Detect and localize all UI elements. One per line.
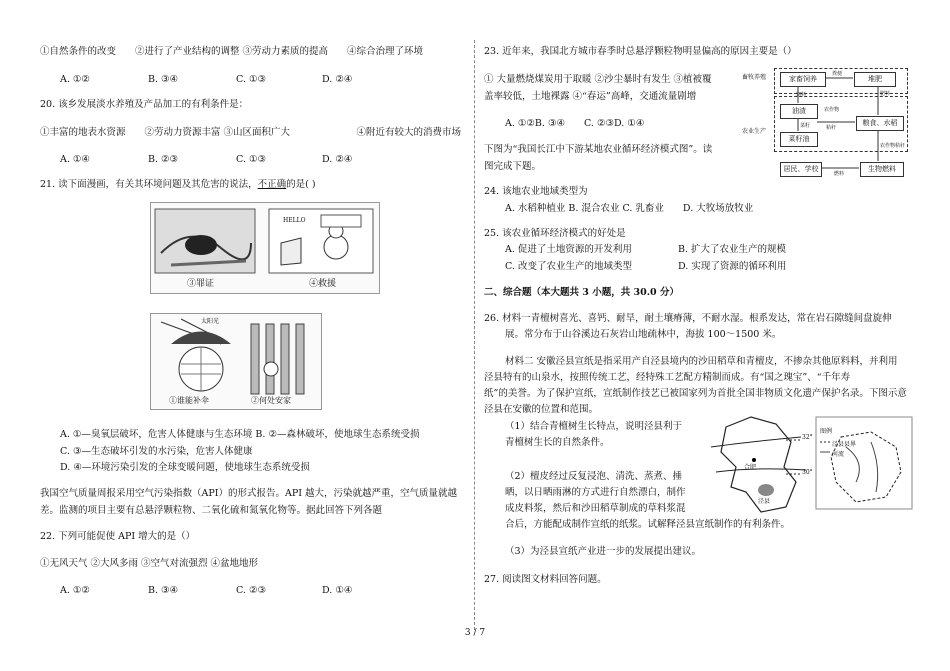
cartoon-top-drawing	[151, 203, 379, 293]
page-number: 3 / 7	[464, 628, 486, 638]
map-lat-30: 30°	[802, 469, 813, 476]
q21-stem-end: 的是( )	[286, 179, 316, 190]
cartoon-label-4: ④救援	[309, 279, 337, 289]
cartoon-figure-bottom	[150, 313, 322, 410]
q26-material-2-line-3: 纸”的美誉。为了保护宣纸，宣纸制作技艺已被国家列为首批全国非物质文化遗产保护名录。下图示意	[484, 388, 907, 399]
q26-material-2-line-4: 泾县在安徽的位置和范围。	[484, 404, 599, 415]
map-legend-boundary: 泾县县界	[832, 441, 857, 448]
q22-answer-c: C. ②③	[236, 585, 267, 596]
diagram-label-fuel: 燃料	[834, 171, 845, 177]
q26-material-1-line-2: 展。常分布于山谷溪边石灰岩山地疏林中，海拔 100～1500 米。	[505, 329, 782, 340]
q22-answer-d: D. ①④	[322, 585, 353, 596]
jingxian-location-map	[706, 412, 916, 517]
q26-sub1-line-1: （1）结合青檀树生长特点，说明泾县利于	[505, 421, 683, 432]
q22-answer-a: A. ①②	[60, 585, 90, 596]
diagram-box-livestock: 家畜饲养	[780, 72, 826, 87]
q19-answer-d: D. ②④	[322, 74, 353, 85]
q25-option-a: A. 促进了土地资源的开发利用	[505, 244, 632, 255]
q23-answers: A. ①②B. ③④ C. ②③D. ①④	[505, 118, 645, 129]
map-drawing	[706, 412, 916, 517]
cartoon-figure-top	[150, 202, 380, 294]
cartoon-label-3: ③罪证	[187, 279, 215, 289]
q26-sub2-line-1: （2）檀皮经过反复浸泡、清洗、蒸煮、捶	[505, 471, 683, 482]
q20-stem: 20. 该乡发展淡水养殖及产品加工的有利条件是：	[40, 99, 249, 110]
diagram-label-rapeseed: 菜籽	[800, 123, 811, 129]
q19-answer-b: B. ③④	[148, 74, 179, 85]
map-legend-title: 图例	[820, 428, 833, 435]
q20-answer-d: D. ②④	[322, 154, 353, 165]
diagram-box-rapeseed-oil: 菜籽油	[780, 132, 818, 147]
q26-material-1-line-1: 26. 材料一青檀树喜光、喜钙、耐旱，耐土壤瘠薄，不耐水湿。根系发达，常在岩石隙缝间盘旋伸	[484, 313, 892, 324]
cartoon-label-2: ②何处安家	[251, 396, 291, 405]
q25-option-d: D. 实现了资源的循环利用	[678, 261, 787, 272]
diagram-label-straw: 秸秆	[826, 125, 837, 131]
diagram-box-compost: 堆肥	[854, 72, 896, 87]
q21-option-c: C. ③—生态破坏引发的水污染，危害人体健康	[60, 446, 253, 457]
q26-sub2-line-4: 合后，方能配成制作宣纸的纸浆。试解释泾县宣纸制作的有利条件。	[505, 519, 791, 530]
q20-answer-b: B. ②③	[148, 154, 179, 165]
api-intro-line-2: 差。监测的项目主要有总悬浮颗粒物、二氧化硫和氮氧化物等。据此回答下列各题	[40, 505, 383, 516]
q23-options-2: 盖率较低，土地裸露 ④“春运”高峰，交通流量剧增	[484, 91, 697, 102]
q21-option-a: A. ①—臭氧层破坏，危害人体健康与生态环境 B. ②—森林破坏，使地球生态系统受损	[60, 429, 420, 440]
cartoon-sun-text: 太阳光	[201, 318, 220, 325]
q24-answers: A. 水稻种植业 B. 混合农业 C. 乳畜业 D. 大牧场放牧业	[505, 203, 754, 214]
q20-options: ①丰富的地表水资源 ②劳动力资源丰富 ③山区面积广大 ④附近有较大的消费市场	[40, 127, 462, 138]
q21-stem-underlined: 不正确	[257, 179, 287, 190]
q23-stem: 23. 近年来，我国北方城市春季时总悬浮颗粒物明显偏高的原因主要是（）	[484, 46, 797, 57]
diagram-box-biofuel: 生物燃料	[860, 162, 904, 177]
api-intro-line-1: 我国空气质量周报采用空气污染指数（API）的形式报告。API 越大，污染就越严重，空气质量就越	[40, 488, 458, 499]
diagram-label-manure: 粪便	[832, 71, 843, 77]
q23-options-1: ① 大量燃烧煤炭用于取暖 ②沙尘暴时有发生 ③植被覆	[484, 74, 712, 85]
q21-option-d: D. ④—环境污染引发的全球变暖问题，使地球生态系统受损	[60, 462, 310, 473]
agriculture-cycle-diagram	[742, 66, 912, 181]
diagram-label-fertilizer: 肥料	[880, 91, 891, 97]
q27-stem: 27. 阅读图文材料回答问题。	[484, 574, 607, 585]
diagram-label-feed: 饲料	[796, 92, 807, 98]
column-divider	[474, 40, 476, 630]
diagram-box-grain-rice: 粮食、水稻	[856, 116, 904, 131]
cartoon-hello-text: HELLO	[283, 217, 306, 224]
diagram-side-farming: 农业生产	[742, 128, 767, 135]
q24-intro-1: 下图为“我国长江中下游某地农业循环经济模式图”。读	[484, 144, 713, 155]
q26-sub2-line-3: 成皮料浆，然后和沙田稻草制成的草料浆混	[505, 503, 686, 514]
q22-answer-b: B. ③④	[148, 585, 179, 596]
q25-stem: 25. 该农业循环经济模式的好处是	[484, 228, 626, 239]
q26-material-2-line-1: 材料二 安徽泾县宣纸是指采用产自泾县境内的沙田稻草和青檀皮，不掺杂其他原料料，并利用	[505, 356, 898, 367]
diagram-label-crops: 农作物	[824, 107, 840, 113]
map-city-hefei: 合肥	[744, 464, 757, 471]
q21-stem-text: 21. 读下面漫画，有关其环境问题及其危害的说法，	[40, 179, 258, 190]
map-lat-32: 32°	[802, 434, 813, 441]
map-legend-river: 河流	[832, 451, 845, 458]
q25-option-c: C. 改变了农业生产的地域类型	[505, 261, 632, 272]
diagram-label-crop-straw: 农作物秸秆	[880, 143, 906, 149]
q19-options: ①自然条件的改变 ②进行了产业结构的调整 ③劳动力素质的提高 ④综合治理了环境	[40, 46, 424, 57]
section-2-heading: 二、综合题（本大题共 3 小题，共 30.0 分）	[484, 287, 679, 298]
diagram-box-oil-residue: 油渣	[780, 104, 818, 119]
q22-options: ①无风天气 ②大风多雨 ③空气对流强烈 ④盆地地形	[40, 558, 259, 569]
q25-option-b: B. 扩大了农业生产的规模	[678, 244, 787, 255]
diagram-box-residents: 居民、学校	[780, 162, 822, 177]
q24-intro-2: 图完成下题。	[484, 161, 542, 172]
q19-answer-a: A. ①②	[60, 74, 90, 85]
map-county-jingxian: 泾县	[758, 498, 771, 505]
q20-answer-a: A. ①④	[60, 154, 90, 165]
q21-stem	[40, 178, 316, 191]
q26-sub2-line-2: 晒，以日晒雨淋的方式进行自然漂白，制作	[505, 487, 686, 498]
q24-stem: 24. 该地农业地域类型为	[484, 186, 588, 197]
q26-sub1-line-2: 青檀树生长的自然条件。	[505, 437, 610, 448]
q26-sub3: （3）为泾县宣纸产业进一步的发展提出建议。	[505, 546, 702, 557]
q20-answer-c: C. ①③	[236, 154, 267, 165]
diagram-side-livestock: 畜牧养殖	[742, 74, 767, 81]
q26-material-2-line-2: 泾县特有的山泉水，按照传统工艺，经特殊工艺配方精制而成。有“国之瑰宝”、“千年寿	[484, 372, 851, 383]
cartoon-label-1: ①谁能补伞	[169, 396, 209, 405]
q22-stem: 22. 下列可能促使 API 增大的是（）	[40, 531, 196, 542]
q19-answer-c: C. ①③	[236, 74, 267, 85]
